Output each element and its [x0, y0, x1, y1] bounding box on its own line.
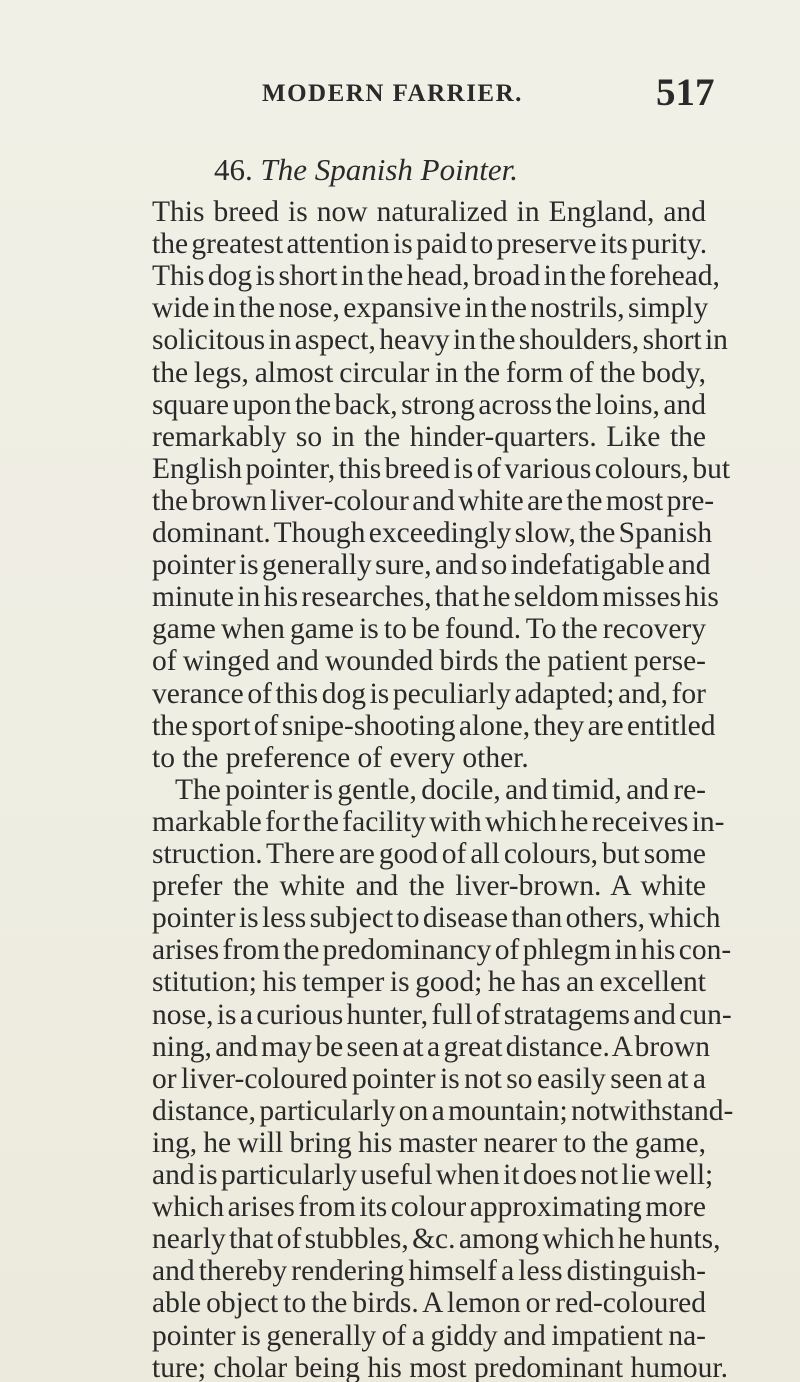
- text-line: ture; cholar being his most predominant humour.: [152, 1351, 728, 1382]
- text-line: able object to the birds. A lemon or red-coloured: [152, 1287, 706, 1320]
- text-line: The pointer is gentle, docile, and timid, and re-: [175, 773, 706, 806]
- text-line: ing, he will bring his master nearer to the game,: [152, 1126, 706, 1159]
- text-line: nose, is a curious hunter, full of stratagems and cun-: [152, 998, 732, 1031]
- text-line: wide in the nose, expansive in the nostrils, simply: [152, 292, 709, 325]
- section-heading: [214, 152, 518, 188]
- text-line: English pointer, this breed is of various colours, but: [152, 452, 731, 485]
- running-head: MODERN FARRIER.: [262, 80, 523, 107]
- text-line: the brown liver-colour and white are the most pre-: [152, 484, 715, 517]
- text-line: the greatest attention is paid to preserve its purity.: [152, 228, 708, 261]
- text-line: ning, and may be seen at a great distance. A brown: [152, 1030, 711, 1063]
- text-line: verance of this dog is peculiarly adapted; and, for: [152, 677, 706, 710]
- text-line: nearly that of stubbles, &c. among which he hunts,: [152, 1223, 721, 1256]
- text-line: the sport of snipe-shooting alone, they are entitled: [152, 709, 716, 742]
- text-line: markable for the facility with which he receives in-: [152, 805, 725, 838]
- text-line: minute in his researches, that he seldom misses his: [152, 581, 719, 614]
- text-line: This dog is short in the head, broad in the forehead,: [152, 260, 720, 293]
- text-line: pointer is generally of a giddy and impatient na-: [152, 1319, 706, 1352]
- text-line: prefer the white and the liver-brown. A white: [152, 870, 706, 903]
- text-line: the legs, almost circular in the form of the body,: [152, 356, 706, 389]
- text-line: of winged and wounded birds the patient perse-: [152, 645, 706, 678]
- text-line: pointer is less subject to disease than others, which: [152, 902, 721, 935]
- text-line: remarkably so in the hinder-quarters. Like the: [152, 420, 706, 453]
- text-line: struction. There are good of all colours, but some: [152, 838, 706, 870]
- text-line: stitution; his temper is good; he has an excellent: [152, 966, 706, 999]
- text-line: game when game is to be found. To the recovery: [152, 613, 706, 646]
- text-line: and is particularly useful when it does not lie well;: [152, 1159, 714, 1191]
- text-line: to the preference of every other.: [152, 741, 529, 774]
- text-line: or liver-coloured pointer is not so easily seen at a: [152, 1062, 706, 1095]
- text-line: and thereby rendering himself a less distinguish-: [152, 1255, 706, 1288]
- text-line: solicitous in aspect, heavy in the shoulders, short in: [152, 324, 728, 357]
- page-number: 517: [656, 71, 715, 114]
- text-line: This breed is now naturalized in England, and: [152, 196, 706, 228]
- section-number: 46.: [214, 152, 253, 187]
- text-line: which arises from its colour approximating more: [152, 1191, 706, 1224]
- text-line: distance, particularly on a mountain; notwithstand-: [152, 1094, 734, 1127]
- text-line: arises from the predominancy of phlegm in his con-: [152, 934, 732, 967]
- section-title: The Spanish Pointer.: [260, 152, 518, 187]
- text-line: pointer is generally sure, and so indefatigable and: [152, 549, 711, 582]
- text-line: dominant. Though exceedingly slow, the Spanish: [152, 517, 713, 549]
- text-line: square upon the back, strong across the loins, and: [152, 388, 706, 421]
